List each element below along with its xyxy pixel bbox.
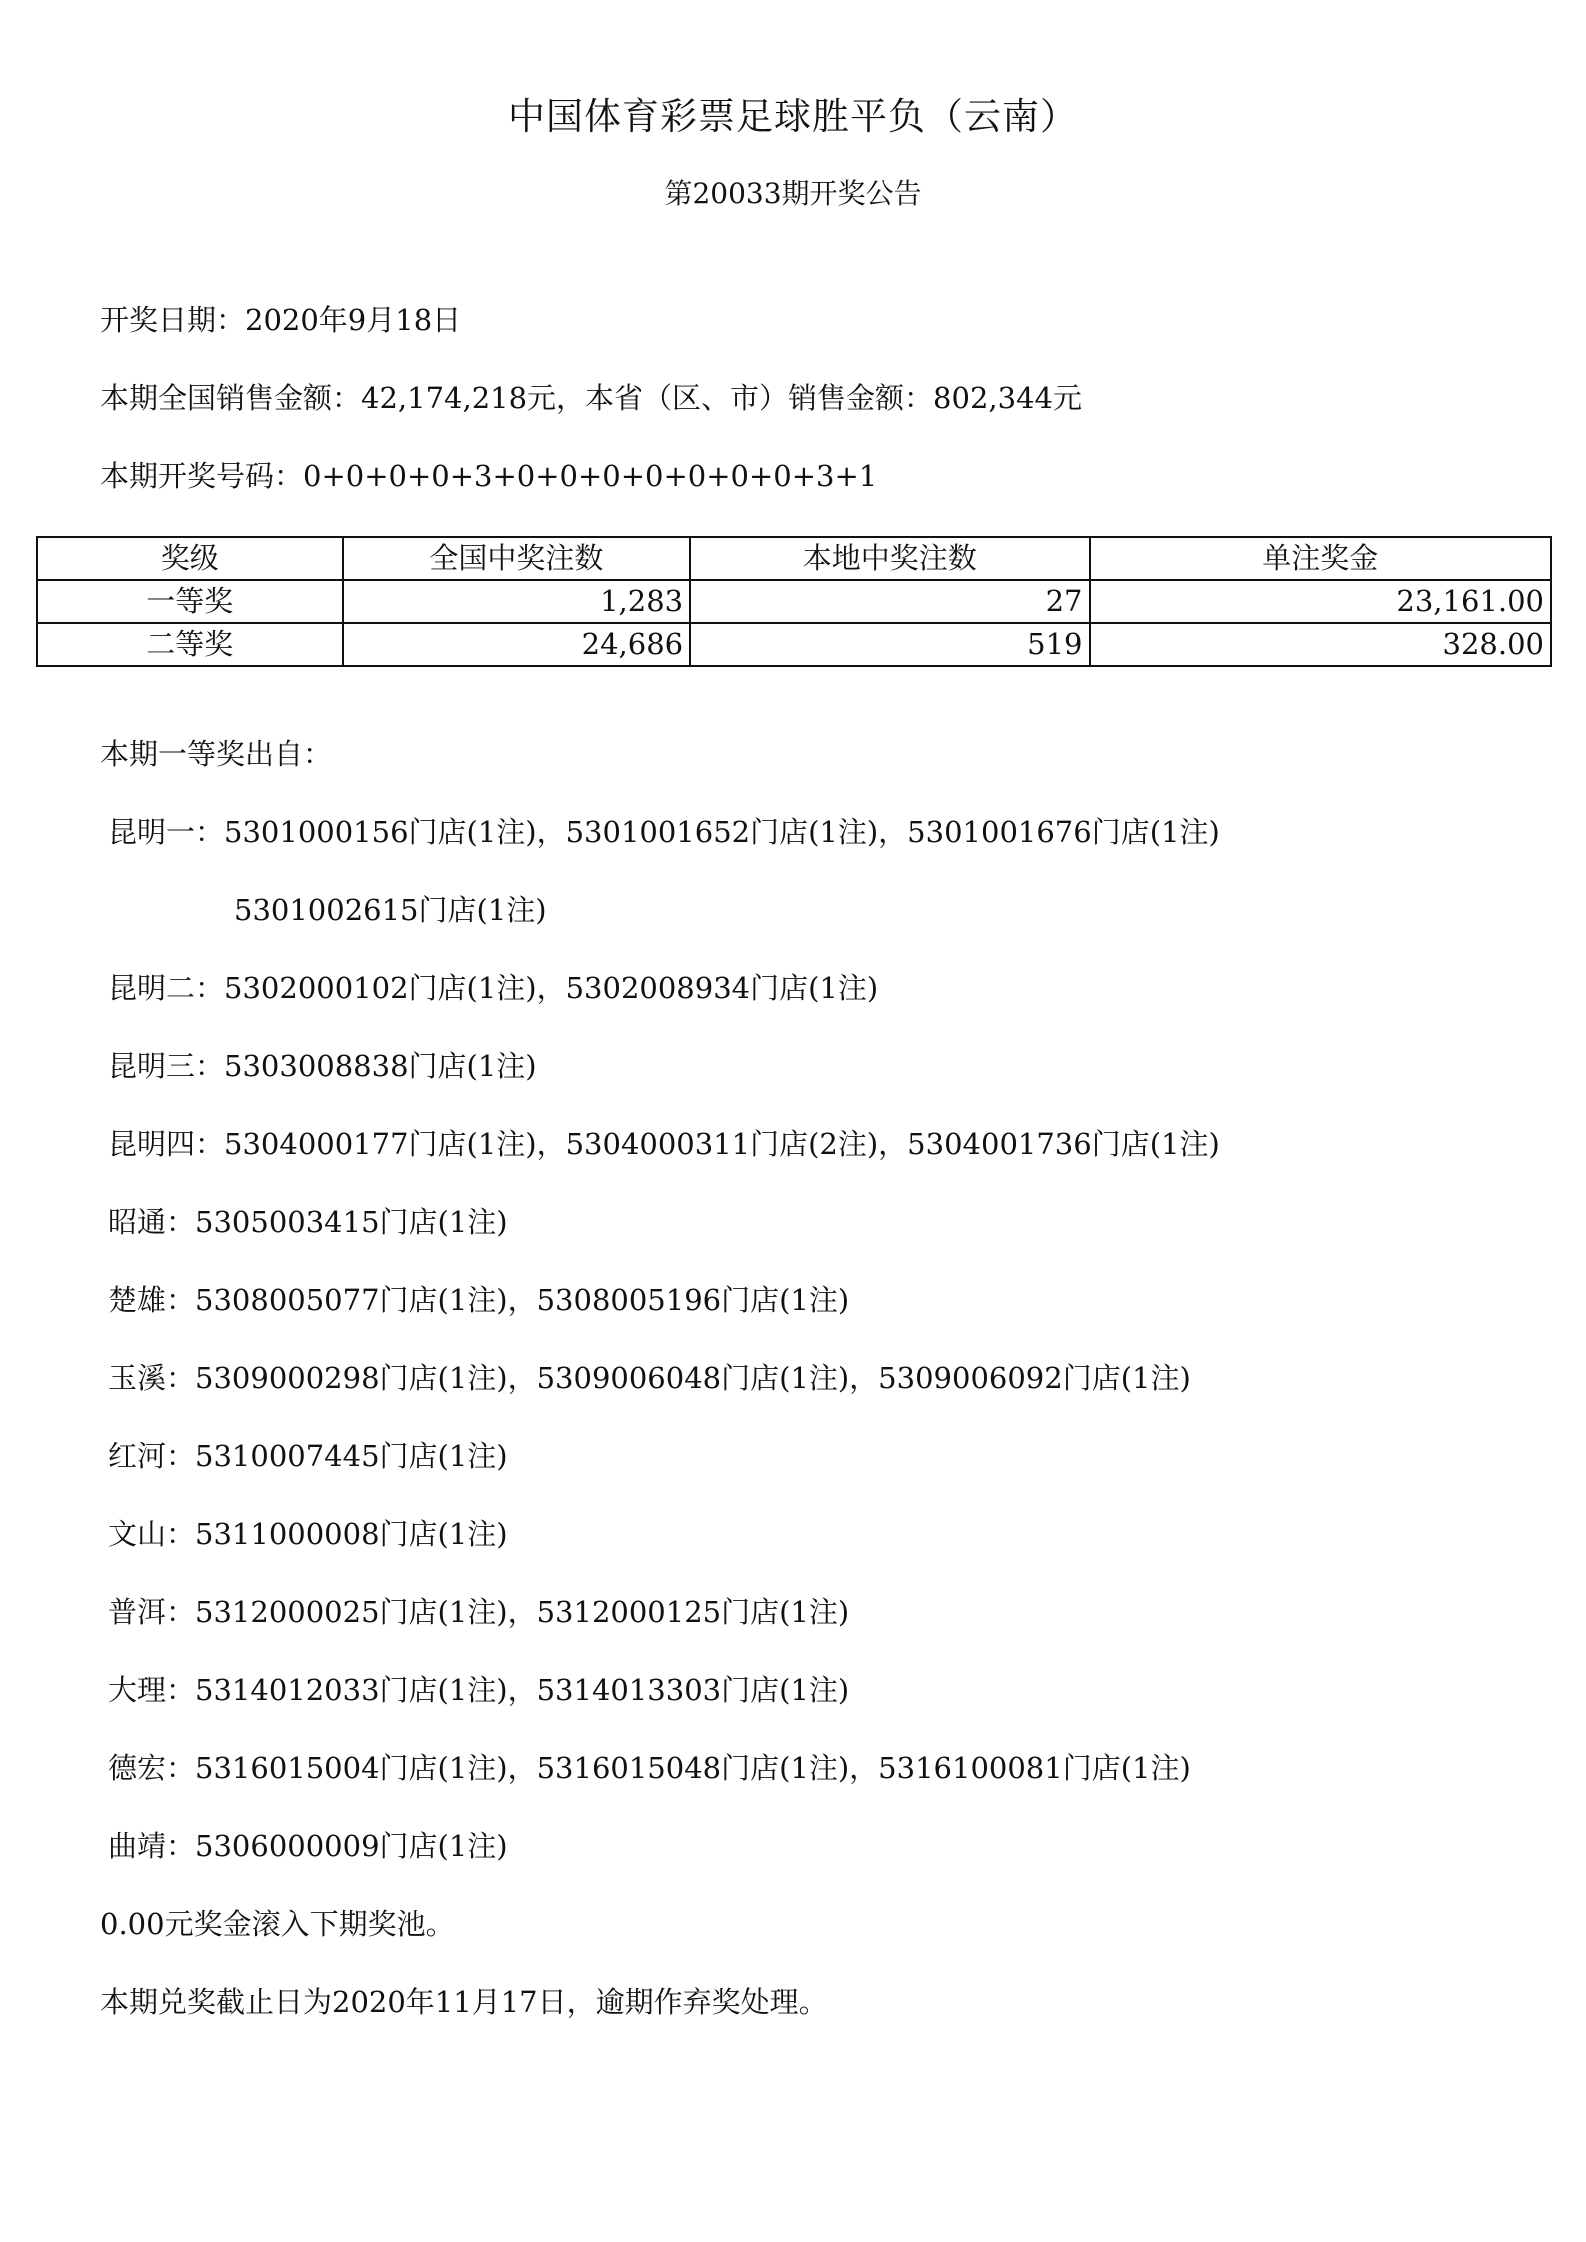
store-text: 5312000025门店(1注)，5312000125门店(1注) xyxy=(195,1595,850,1629)
sales-amount: 本期全国销售金额：42,174,218元，本省（区、市）销售金额：802,344元 xyxy=(100,381,1082,415)
store-text: 5302000102门店(1注)，5302008934门店(1注) xyxy=(224,971,879,1005)
region-label: 曲靖： xyxy=(108,1829,196,1863)
store-text: 5301002615门店(1注) xyxy=(234,893,547,927)
table-cell: 一等奖 xyxy=(37,580,343,623)
list-item xyxy=(108,1356,1191,1397)
store-text: 5303008838门店(1注) xyxy=(224,1049,537,1083)
prize-table xyxy=(36,536,1552,667)
region-label: 昆明四： xyxy=(108,1127,225,1161)
table-cell: 27 xyxy=(690,580,1089,623)
store-text: 5305003415门店(1注) xyxy=(195,1205,508,1239)
table-cell: 519 xyxy=(690,623,1089,666)
table-header: 全国中奖注数 xyxy=(343,537,691,580)
store-text: 5308005077门店(1注)，5308005196门店(1注) xyxy=(195,1283,850,1317)
table-row xyxy=(37,623,1551,666)
region-label: 德宏： xyxy=(108,1751,196,1785)
store-text: 5310007445门店(1注) xyxy=(195,1439,508,1473)
page-subtitle: 第20033期开奖公告 xyxy=(664,177,922,210)
region-label: 昆明二： xyxy=(108,971,225,1005)
region-label: 昆明一： xyxy=(108,815,225,849)
table-header: 奖级 xyxy=(37,537,343,580)
store-text: 5309000298门店(1注)，5309006048门店(1注)，5309006092门店(1注) xyxy=(195,1361,1191,1395)
table-header-row xyxy=(37,537,1551,580)
region-label: 昭通： xyxy=(108,1205,196,1239)
table-cell: 23,161.00 xyxy=(1090,580,1551,623)
list-item xyxy=(108,1122,1220,1163)
store-text: 5304000177门店(1注)，5304000311门店(2注)，5304001736门店(1注) xyxy=(224,1127,1220,1161)
table-cell: 328.00 xyxy=(1090,623,1551,666)
draw-date: 开奖日期：2020年9月18日 xyxy=(100,303,462,337)
list-item xyxy=(234,888,547,929)
store-text: 5311000008门店(1注) xyxy=(195,1517,508,1551)
list-item xyxy=(108,810,1220,851)
table-cell: 24,686 xyxy=(343,623,691,666)
region-label: 玉溪： xyxy=(108,1361,196,1395)
list-item xyxy=(108,1044,537,1085)
store-text: 5301000156门店(1注)，5301001652门店(1注)，5301001676门店(1注) xyxy=(224,815,1220,849)
page-title: 中国体育彩票足球胜平负（云南） xyxy=(508,95,1078,138)
list-item xyxy=(108,1434,508,1475)
list-item xyxy=(108,1278,849,1319)
store-text: 5316015004门店(1注)，5316015048门店(1注)，5316100081门店(1注) xyxy=(195,1751,1191,1785)
list-item xyxy=(108,1668,849,1709)
region-label: 文山： xyxy=(108,1517,196,1551)
list-item xyxy=(108,1512,508,1553)
list-item xyxy=(108,1590,849,1631)
region-label: 楚雄： xyxy=(108,1283,196,1317)
list-item xyxy=(108,1746,1191,1787)
table-row xyxy=(37,580,1551,623)
store-text: 5306000009门店(1注) xyxy=(195,1829,508,1863)
region-label: 大理： xyxy=(108,1673,196,1707)
table-cell: 二等奖 xyxy=(37,623,343,666)
deadline-note: 本期兑奖截止日为2020年11月17日，逾期作弃奖处理。 xyxy=(100,1985,828,2019)
first-prize-heading: 本期一等奖出自： xyxy=(100,737,333,771)
region-label: 红河： xyxy=(108,1439,196,1473)
draw-numbers: 本期开奖号码：0+0+0+0+3+0+0+0+0+0+0+0+3+1 xyxy=(100,459,878,493)
region-label: 昆明三： xyxy=(108,1049,225,1083)
region-label: 普洱： xyxy=(108,1595,196,1629)
list-item xyxy=(108,1824,508,1865)
table-cell: 1,283 xyxy=(343,580,691,623)
store-text: 5314012033门店(1注)，5314013303门店(1注) xyxy=(195,1673,850,1707)
table-header: 单注奖金 xyxy=(1090,537,1551,580)
rollover-note: 0.00元奖金滚入下期奖池。 xyxy=(100,1907,455,1941)
list-item xyxy=(108,1200,508,1241)
table-header: 本地中奖注数 xyxy=(690,537,1089,580)
list-item xyxy=(108,966,878,1007)
